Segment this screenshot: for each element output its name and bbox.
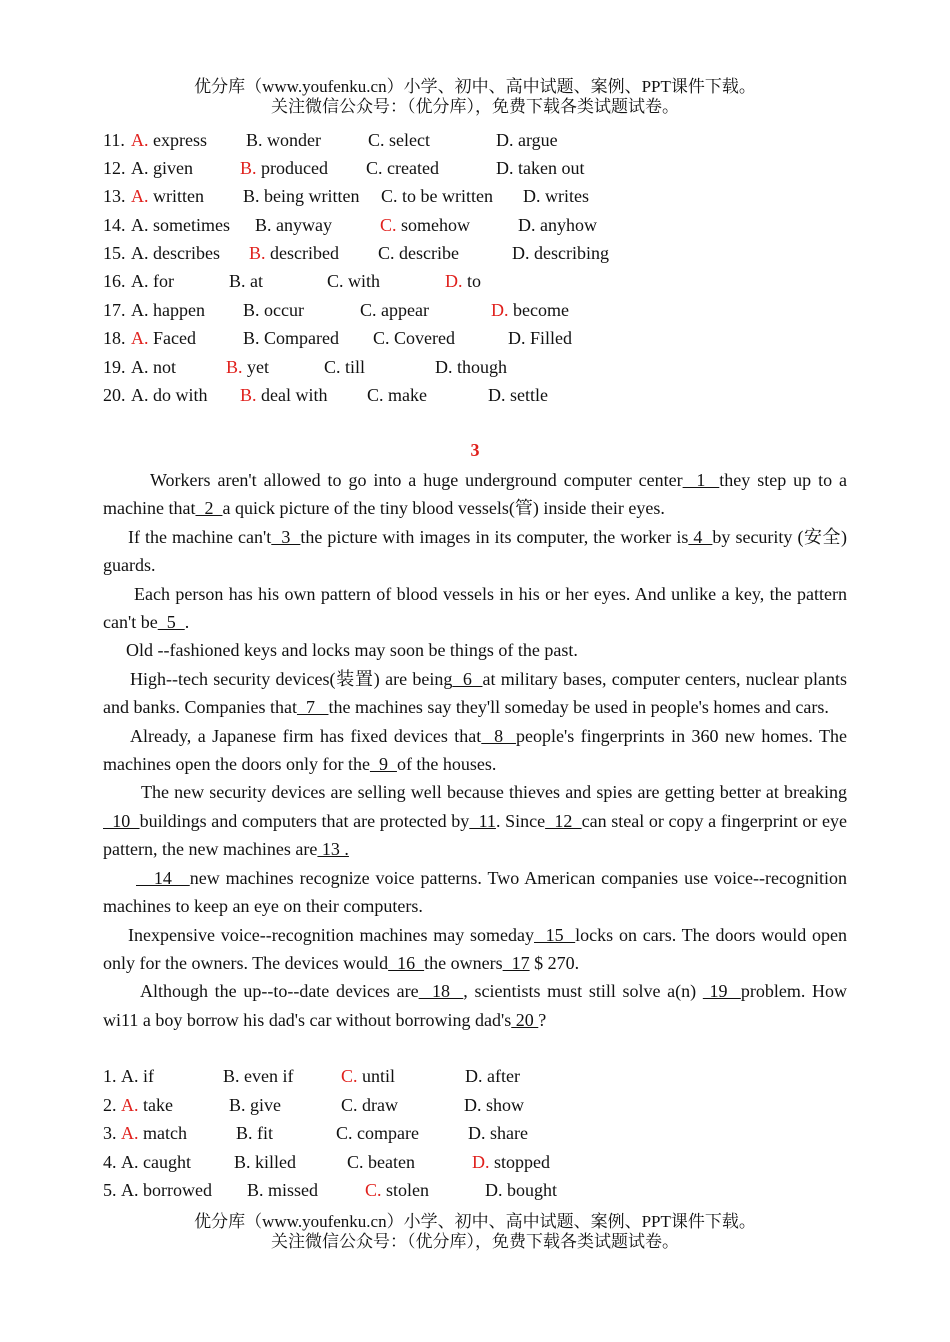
- passage-text: ?: [538, 1009, 547, 1030]
- passage-text: the machines say they'll someday be used in people's homes and cars.: [328, 697, 829, 718]
- passage-text: people's fingerprints in 360 new homes. The machines open the doors only for the: [103, 725, 847, 775]
- option-text: created: [382, 158, 439, 178]
- option-letter: C.: [336, 1123, 353, 1143]
- option-letter: B.: [223, 1066, 240, 1086]
- option-text: sometimes: [148, 215, 230, 235]
- blank: 3: [271, 526, 301, 547]
- option-letter: B.: [229, 271, 246, 291]
- correct-option: [249, 241, 339, 265]
- option: [523, 184, 589, 208]
- option: [512, 241, 609, 265]
- option-letter: D.: [445, 271, 463, 291]
- paragraph-4: [103, 636, 847, 664]
- page-footer: [0, 1212, 950, 1252]
- option-letter: B.: [234, 1152, 251, 1172]
- option: [496, 156, 584, 180]
- correct-option: [491, 298, 569, 322]
- option-letter: D.: [472, 1152, 490, 1172]
- option-text: for: [148, 271, 174, 291]
- blank: 14: [136, 867, 190, 888]
- option: [518, 213, 597, 237]
- correct-option: [131, 326, 196, 350]
- question-number: 15.: [103, 243, 126, 263]
- option-letter: B.: [240, 158, 257, 178]
- correct-option: [380, 213, 470, 237]
- page-header: [0, 77, 950, 117]
- blank: 16: [388, 952, 425, 973]
- option-text: match: [138, 1123, 187, 1143]
- option: [246, 128, 321, 152]
- option-text: missed: [263, 1180, 319, 1200]
- question-number: 3.: [103, 1123, 117, 1143]
- option-letter: C.: [373, 328, 390, 348]
- footer-line-1: 优分库（www.youfenku.cn）小学、初中、高中试题、案例、PPT课件下载。: [194, 1212, 756, 1231]
- option: [121, 1064, 154, 1088]
- option-text: Compared: [259, 328, 339, 348]
- option: [496, 128, 558, 152]
- option-text: select: [384, 130, 430, 150]
- option-letter: C.: [324, 357, 341, 377]
- option: [508, 326, 572, 350]
- passage-text: The new security devices are selling well because thieves and spies are getting better at breaking: [141, 782, 847, 803]
- option: [131, 383, 208, 407]
- option: [485, 1178, 557, 1202]
- passage-text: $ 270.: [529, 952, 580, 973]
- option-letter: D.: [512, 243, 530, 263]
- option-letter: A.: [121, 1152, 139, 1172]
- option-text: make: [383, 385, 427, 405]
- passage-text: by security (安全) guards.: [103, 526, 848, 576]
- passage-text: can steal or copy a fingerprint or eye pattern, the new machines are: [103, 810, 848, 860]
- correct-option: [121, 1093, 173, 1117]
- blank: 7: [296, 697, 329, 718]
- passage-text: High--tech security devices(装置) are being: [130, 668, 453, 689]
- paragraph-5: [103, 665, 847, 722]
- option: [131, 269, 174, 293]
- option-letter: D.: [496, 158, 514, 178]
- option: [131, 241, 220, 265]
- option-letter: B.: [243, 186, 260, 206]
- option-letter: D.: [488, 385, 506, 405]
- passage-text: they step up to a machine that: [103, 470, 847, 519]
- question-number: 16.: [103, 271, 126, 291]
- option: [121, 1178, 212, 1202]
- paragraph-7: [103, 778, 847, 863]
- option: [435, 355, 507, 379]
- option-letter: B.: [226, 357, 243, 377]
- paragraph-6: [103, 722, 847, 779]
- passage-text: Already, a Japanese firm has fixed devices that: [130, 725, 482, 746]
- option-text: describes: [148, 243, 220, 263]
- blank: 17: [502, 952, 530, 973]
- option-text: deal with: [256, 385, 328, 405]
- option: [367, 383, 427, 407]
- option-text: until: [357, 1066, 396, 1086]
- passage-text: locks on cars. The doors would open only for the owners. The devices would: [103, 924, 848, 973]
- option-letter: D.: [468, 1123, 486, 1143]
- option-text: show: [481, 1095, 525, 1115]
- option-letter: A.: [131, 215, 149, 235]
- question-number: 14.: [103, 215, 126, 235]
- option-text: being written: [259, 186, 360, 206]
- correct-option: [341, 1064, 395, 1088]
- option-text: even if: [239, 1066, 294, 1086]
- option-text: describe: [394, 243, 459, 263]
- blank: 13 .: [317, 839, 349, 860]
- question-number: 1.: [103, 1066, 117, 1086]
- option-letter: D.: [508, 328, 526, 348]
- option-letter: A.: [131, 357, 149, 377]
- option: [368, 128, 430, 152]
- option: [378, 241, 459, 265]
- passage-text: of the houses.: [396, 754, 497, 775]
- option: [131, 156, 193, 180]
- option-letter: B.: [229, 1095, 246, 1115]
- option-letter: D.: [465, 1066, 483, 1086]
- passage-text: the owners: [424, 952, 503, 973]
- option-text: not: [148, 357, 177, 377]
- option-text: occur: [259, 300, 304, 320]
- option: [360, 298, 429, 322]
- question-number: 17.: [103, 300, 126, 320]
- option-text: give: [245, 1095, 282, 1115]
- option-text: Covered: [389, 328, 455, 348]
- option-letter: A.: [131, 186, 149, 206]
- option-text: beaten: [363, 1152, 415, 1172]
- option-letter: A.: [121, 1123, 139, 1143]
- option-letter: B.: [240, 385, 257, 405]
- option-letter: D.: [464, 1095, 482, 1115]
- option-letter: C.: [341, 1066, 358, 1086]
- option-text: anyway: [271, 215, 332, 235]
- option-text: though: [452, 357, 508, 377]
- passage-text: Each person has his own pattern of blood vessels in his or her eyes. And unlike a key, the pattern can't be: [103, 583, 847, 633]
- passage-text: Workers aren't allowed to go into a huge underground computer center: [150, 470, 683, 490]
- passage-text: .: [184, 612, 190, 633]
- option-text: anyhow: [535, 215, 597, 235]
- option-letter: D.: [518, 215, 536, 235]
- passage-text: problem. How wi11 a boy borrow his dad's car without borrowing dad's: [103, 981, 848, 1030]
- option-text: compare: [352, 1123, 419, 1143]
- section-number: 3: [470, 440, 480, 460]
- question-number: 11.: [103, 130, 125, 150]
- passage-text: at military bases, computer centers, nuclear plants and banks. Companies that: [103, 668, 847, 718]
- question-number: 18.: [103, 328, 126, 348]
- option-text: become: [508, 300, 569, 320]
- blank: 9: [369, 754, 397, 775]
- header-line-1: 优分库（www.youfenku.cn）小学、初中、高中试题、案例、PPT课件下载。: [194, 77, 756, 96]
- question-number: 12.: [103, 158, 126, 178]
- option-letter: C.: [366, 158, 383, 178]
- blank: 6: [452, 668, 483, 689]
- option-letter: A.: [131, 130, 149, 150]
- correct-option: [121, 1121, 187, 1145]
- question-number: 4.: [103, 1152, 117, 1172]
- option-letter: C.: [368, 130, 385, 150]
- option: [229, 1093, 281, 1117]
- option-letter: C.: [360, 300, 377, 320]
- option: [347, 1150, 415, 1174]
- option-text: if: [138, 1066, 154, 1086]
- option-letter: A.: [131, 158, 149, 178]
- option-text: wonder: [262, 130, 321, 150]
- blank: 5: [157, 612, 185, 633]
- option-letter: A.: [131, 328, 149, 348]
- paragraph-8: [103, 864, 847, 921]
- header-line-2: 关注微信公众号：（优分库），免费下载各类试题试卷。: [271, 97, 679, 116]
- paragraph-3: [103, 580, 847, 637]
- option: [341, 1093, 398, 1117]
- option: [243, 184, 360, 208]
- correct-option: [472, 1150, 550, 1174]
- option: [131, 213, 230, 237]
- passage-text: Inexpensive voice--recognition machines may someday: [128, 924, 535, 945]
- option-text: given: [148, 158, 193, 178]
- blank: 20: [511, 1009, 539, 1030]
- correct-option: [365, 1178, 429, 1202]
- option: [121, 1150, 191, 1174]
- option-text: appear: [376, 300, 429, 320]
- option-letter: A.: [121, 1180, 139, 1200]
- option: [255, 213, 332, 237]
- option-letter: C.: [380, 215, 397, 235]
- passage-text: the picture with images in its computer, the worker is: [300, 526, 689, 547]
- correct-option: [131, 184, 204, 208]
- cloze-passage: [103, 466, 847, 1034]
- option: [327, 269, 380, 293]
- option-text: to be written: [397, 186, 493, 206]
- option-letter: B.: [249, 243, 266, 263]
- option-text: settle: [505, 385, 548, 405]
- option-letter: B.: [246, 130, 263, 150]
- option: [236, 1121, 273, 1145]
- correct-option: [240, 383, 328, 407]
- option-letter: A.: [131, 385, 149, 405]
- correct-option: [226, 355, 269, 379]
- blank: 2: [195, 498, 223, 519]
- option-letter: D.: [523, 186, 541, 206]
- option: [243, 326, 339, 350]
- option-letter: C.: [381, 186, 398, 206]
- option-text: borrowed: [138, 1180, 212, 1200]
- option-text: killed: [250, 1152, 297, 1172]
- option: [381, 184, 493, 208]
- blank: 19: [702, 981, 741, 1002]
- option-letter: A.: [121, 1095, 139, 1115]
- option-text: happen: [148, 300, 205, 320]
- option-text: caught: [138, 1152, 191, 1172]
- question-number: 13.: [103, 186, 126, 206]
- option: [223, 1064, 294, 1088]
- option-letter: C.: [367, 385, 384, 405]
- option-text: bought: [502, 1180, 558, 1200]
- option: [464, 1093, 524, 1117]
- option: [488, 383, 548, 407]
- passage-text: . Since: [495, 810, 546, 831]
- blank: 1: [682, 470, 720, 490]
- question-number: 2.: [103, 1095, 117, 1115]
- option-letter: C.: [347, 1152, 364, 1172]
- option: [234, 1150, 296, 1174]
- option-text: stopped: [489, 1152, 550, 1172]
- option-letter: A.: [131, 300, 149, 320]
- paragraph-1: [103, 466, 847, 523]
- option-text: argue: [513, 130, 558, 150]
- option-text: express: [148, 130, 207, 150]
- footer-line-2: 关注微信公众号：（优分库），免费下载各类试题试卷。: [271, 1232, 679, 1251]
- passage-text: new machines recognize voice patterns. Two American companies use voice--recognition machines to keep an eye on their computers.: [103, 867, 847, 917]
- option-text: take: [138, 1095, 173, 1115]
- option-text: after: [482, 1066, 520, 1086]
- option-letter: D.: [485, 1180, 503, 1200]
- passage-text: If the machine can't: [128, 526, 272, 547]
- option-text: fit: [252, 1123, 274, 1143]
- option-letter: C.: [341, 1095, 358, 1115]
- paragraph-9: [103, 921, 847, 978]
- option-text: at: [245, 271, 264, 291]
- option-letter: A.: [131, 243, 149, 263]
- option-text: describing: [529, 243, 609, 263]
- option: [247, 1178, 318, 1202]
- question-number: 20.: [103, 385, 126, 405]
- blank: 4: [688, 526, 713, 547]
- option-letter: B.: [243, 300, 260, 320]
- option: [465, 1064, 520, 1088]
- blank: 10: [103, 810, 140, 831]
- option-letter: D.: [491, 300, 509, 320]
- option-letter: B.: [236, 1123, 253, 1143]
- option: [336, 1121, 419, 1145]
- option: [131, 298, 205, 322]
- option-text: stolen: [381, 1180, 430, 1200]
- blank: 18: [418, 981, 464, 1002]
- option-text: taken out: [513, 158, 585, 178]
- option-letter: A.: [131, 271, 149, 291]
- option-text: share: [485, 1123, 528, 1143]
- option-text: somehow: [396, 215, 471, 235]
- option-letter: D.: [435, 357, 453, 377]
- correct-option: [240, 156, 328, 180]
- blank: 12: [545, 810, 582, 831]
- option-letter: C.: [378, 243, 395, 263]
- option-text: described: [265, 243, 339, 263]
- question-number: 19.: [103, 357, 126, 377]
- blank: 8: [481, 725, 517, 746]
- option-letter: B.: [255, 215, 272, 235]
- option: [229, 269, 263, 293]
- paragraph-2: [103, 523, 847, 580]
- option: [324, 355, 365, 379]
- blank: 15: [534, 924, 576, 945]
- option: [366, 156, 439, 180]
- correct-option: [445, 269, 481, 293]
- option-letter: A.: [121, 1066, 139, 1086]
- option-text: Filled: [525, 328, 573, 348]
- correct-option: [131, 128, 207, 152]
- option: [131, 355, 176, 379]
- option-letter: C.: [365, 1180, 382, 1200]
- passage-text: Old --fashioned keys and locks may soon be things of the past.: [126, 640, 578, 661]
- option: [243, 298, 304, 322]
- option-text: yet: [242, 357, 270, 377]
- option-letter: B.: [243, 328, 260, 348]
- paragraph-10: [103, 977, 847, 1034]
- option: [373, 326, 455, 350]
- option-text: draw: [357, 1095, 398, 1115]
- option-text: Faced: [148, 328, 196, 348]
- blank: 11: [469, 810, 496, 831]
- question-number: 5.: [103, 1180, 117, 1200]
- option-letter: B.: [247, 1180, 264, 1200]
- passage-text: buildings and computers that are protected by: [139, 810, 470, 831]
- option-text: till: [340, 357, 366, 377]
- option: [468, 1121, 528, 1145]
- option-text: written: [148, 186, 204, 206]
- option-text: writes: [540, 186, 589, 206]
- option-text: with: [343, 271, 381, 291]
- passage-text: a quick picture of the tiny blood vessels(管) inside their eyes.: [222, 498, 665, 519]
- passage-text: Although the up--to--date devices are: [140, 981, 419, 1002]
- passage-text: , scientists must still solve a(n): [463, 981, 703, 1002]
- option-letter: C.: [327, 271, 344, 291]
- option-letter: D.: [496, 130, 514, 150]
- option-text: to: [462, 271, 482, 291]
- option-text: produced: [256, 158, 328, 178]
- option-text: do with: [148, 385, 208, 405]
